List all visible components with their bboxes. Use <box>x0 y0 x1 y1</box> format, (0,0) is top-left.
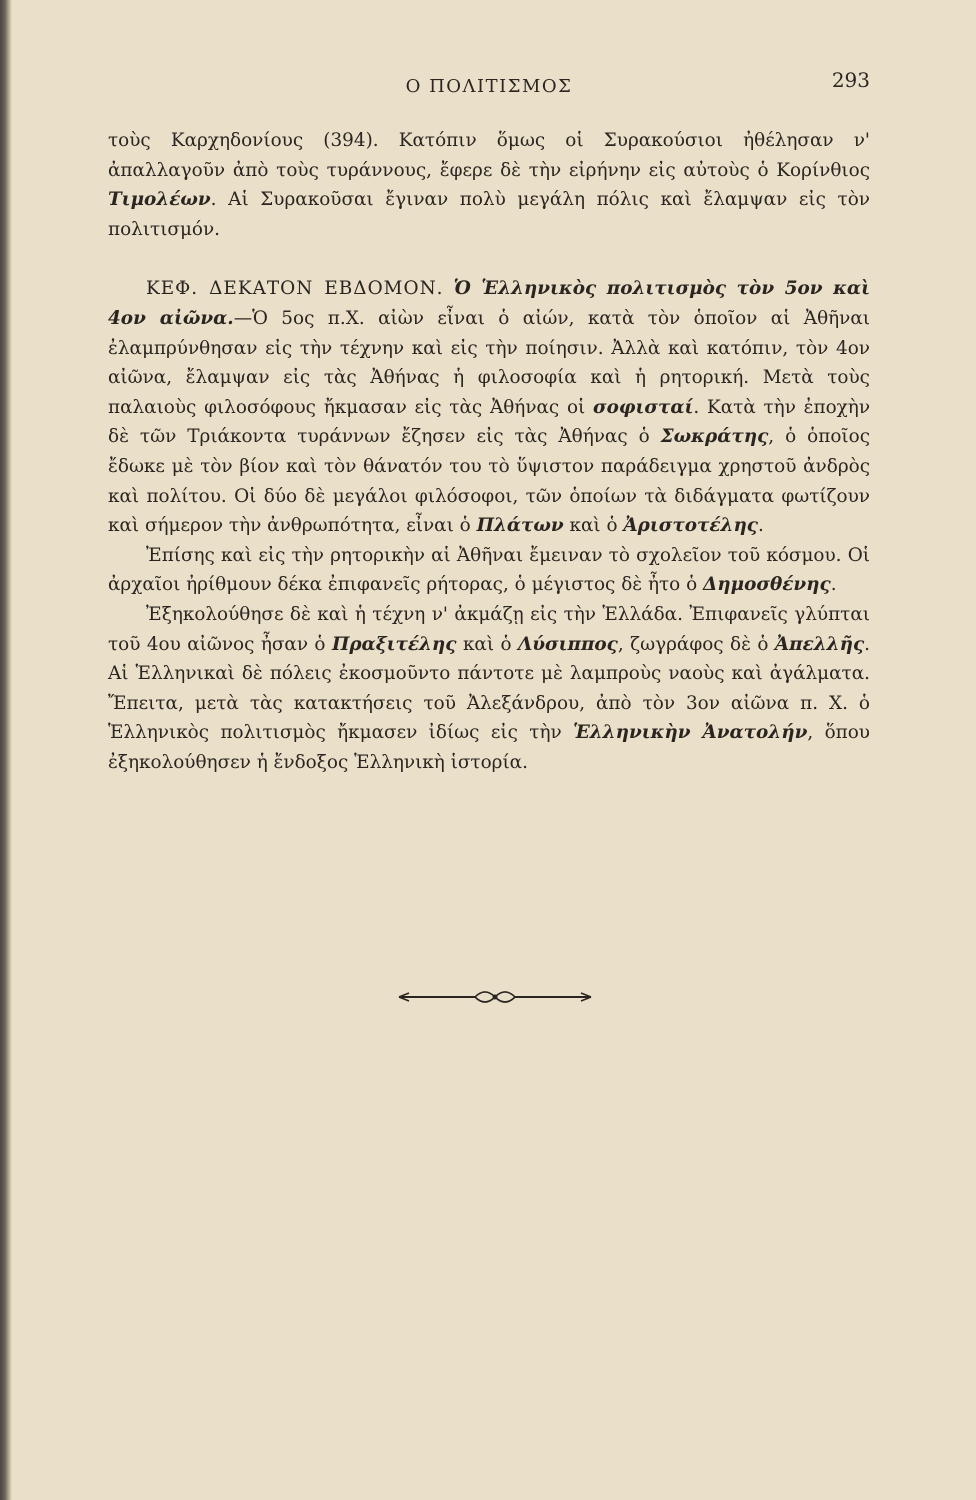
name-timoleon: Τιμολέων <box>108 189 211 211</box>
text-run: . Κατὰ τὴν ἐποχὴν δὲ τῶν Τριάκοντα τυράννων ἔζησεν εἰς τὰς Ἀθήνας ὁ <box>108 396 870 448</box>
term-hellenic-east: Ἑλληνικὴν Ἀνατολήν <box>573 722 808 744</box>
term-sophists: σοφισταί <box>593 396 694 418</box>
name-plato: Πλάτων <box>476 515 564 537</box>
page-binding-edge <box>0 0 12 1500</box>
text-run: καὶ ὁ <box>563 515 624 537</box>
end-of-section-ornament <box>395 985 595 1009</box>
paragraph-4 <box>108 600 870 778</box>
text-run: , ζωγράφος δὲ ὁ <box>617 633 775 655</box>
running-title: Ο ΠΟΛΙΤΙΣΜΟΣ <box>405 76 573 97</box>
text-run: . Αἱ Ἑλληνικαὶ δὲ πόλεις ἐκοσμοῦντο πάντοτε μὲ λαμπροὺς ναοὺς καὶ ἀγάλματα. Ἔπειτα, μετὰ τὰς κατακτήσεις τοῦ Ἀλεξάνδρου, ἀπὸ τὸν 3ον αἰῶνα π. Χ. ὁ Ἑλληνικὸς πολιτισμὸς ἤκμασεν ἰδίως εἰς τὴν <box>108 633 871 744</box>
name-apelles: Ἀπελλῆς <box>774 633 865 655</box>
chapter-heading: Ὁ Ἑλληνικὸς πολιτισμὸς τὸν 5ον καὶ 4ον αἰῶνα. <box>108 278 870 329</box>
text-run: καὶ ὁ <box>456 633 518 655</box>
text-run: . Αἱ Συρακοῦσαι ἔγιναν πολὺ μεγάλη πόλις καὶ ἔλαμψαν εἰς τὸν πολιτισμόν. <box>108 189 870 240</box>
text-run: . <box>830 574 837 596</box>
book-page <box>108 62 870 777</box>
name-lysippos: Λύσιππος <box>518 633 618 655</box>
text-run: τοὺς Καρχηδονίους (394). Κατόπιν ὅμως οἱ Συρακούσιοι ἠθέλησαν ν' ἀπαλλαγοῦν ἀπὸ τοὺς τυράννους, ἔφερε δὲ τὴν εἰρήνην εἰς αὐτοὺς ὁ Κορίνθιος <box>108 130 870 181</box>
name-socrates: Σωκράτης <box>660 426 769 448</box>
page-number: 293 <box>831 68 870 92</box>
text-run: Ἐπίσης καὶ εἰς τὴν ρητορικὴν αἱ Ἀθῆναι ἔμειναν τὸ σχολεῖον τοῦ κόσμου. Οἱ ἀρχαῖοι ἠρίθμουν δέκα ἐπιφανεῖς ρήτορας, ὁ μέγιστος δὲ ἦτο ὁ <box>108 544 870 596</box>
text-run: —Ὁ 5ος π.Χ. αἰὼν εἶναι ὁ αἰών, κατὰ τὸν ὁποῖον αἱ Ἀθῆναι ἐλαμπρύνθησαν εἰς τὴν τέχνην καὶ εἰς τὴν ποίησιν. Ἀλλὰ καὶ κατόπιν, τὸν 4ον αἰῶνα, ἔλαμψαν εἰς τὰς Ἀθήνας ἡ φιλοσοφία καὶ ἡ ρητορική. Μετὰ τοὺς παλαιοὺς φιλοσόφους ἤκμασαν εἰς τὰς Ἀθήνας οἱ <box>108 307 870 418</box>
text-run: Ἐξηκολούθησε δὲ καὶ ἡ τέχνη ν' ἀκμάζῃ εἰς τὴν Ἑλλάδα. Ἐπιφανεῖς γλύπται τοῦ 4ου αἰῶνος ἦσαν ὁ <box>108 603 870 655</box>
name-aristotle: Ἀριστοτέλης <box>623 515 759 537</box>
page-header <box>108 62 870 98</box>
text-run: , ὅπου ἐξηκολούθησεν ἡ ἔνδοξος Ἑλληνικὴ ἱστορία. <box>108 722 870 773</box>
body-text <box>108 126 870 777</box>
paragraph-1 <box>108 126 870 244</box>
name-demosthenes: Δημοσθένης <box>703 574 831 596</box>
paragraph-3 <box>108 541 870 600</box>
text-run: , ὁ ὁποῖος ἔδωκε μὲ τὸν βίον καὶ τὸν θάνατόν του τὸ ὕψιστον παράδειγμα χρηστοῦ ἀνδρὸς καὶ πολίτου. Οἱ δύο δὲ μεγάλοι φιλόσοφοι, τῶν ὁποίων τὰ διδάγματα φωτίζουν καὶ σήμερον τὴν ἀνθρωπότητα, εἶναι ὁ <box>108 426 870 537</box>
chapter-label: ΚΕΦ. ΔΕΚΑΤΟΝ ΕΒΔΟΜΟΝ. <box>146 278 444 300</box>
paragraph-chapter-17 <box>108 274 870 540</box>
name-praxiteles: Πραξιτέλης <box>331 633 457 655</box>
text-run: . <box>758 515 764 537</box>
